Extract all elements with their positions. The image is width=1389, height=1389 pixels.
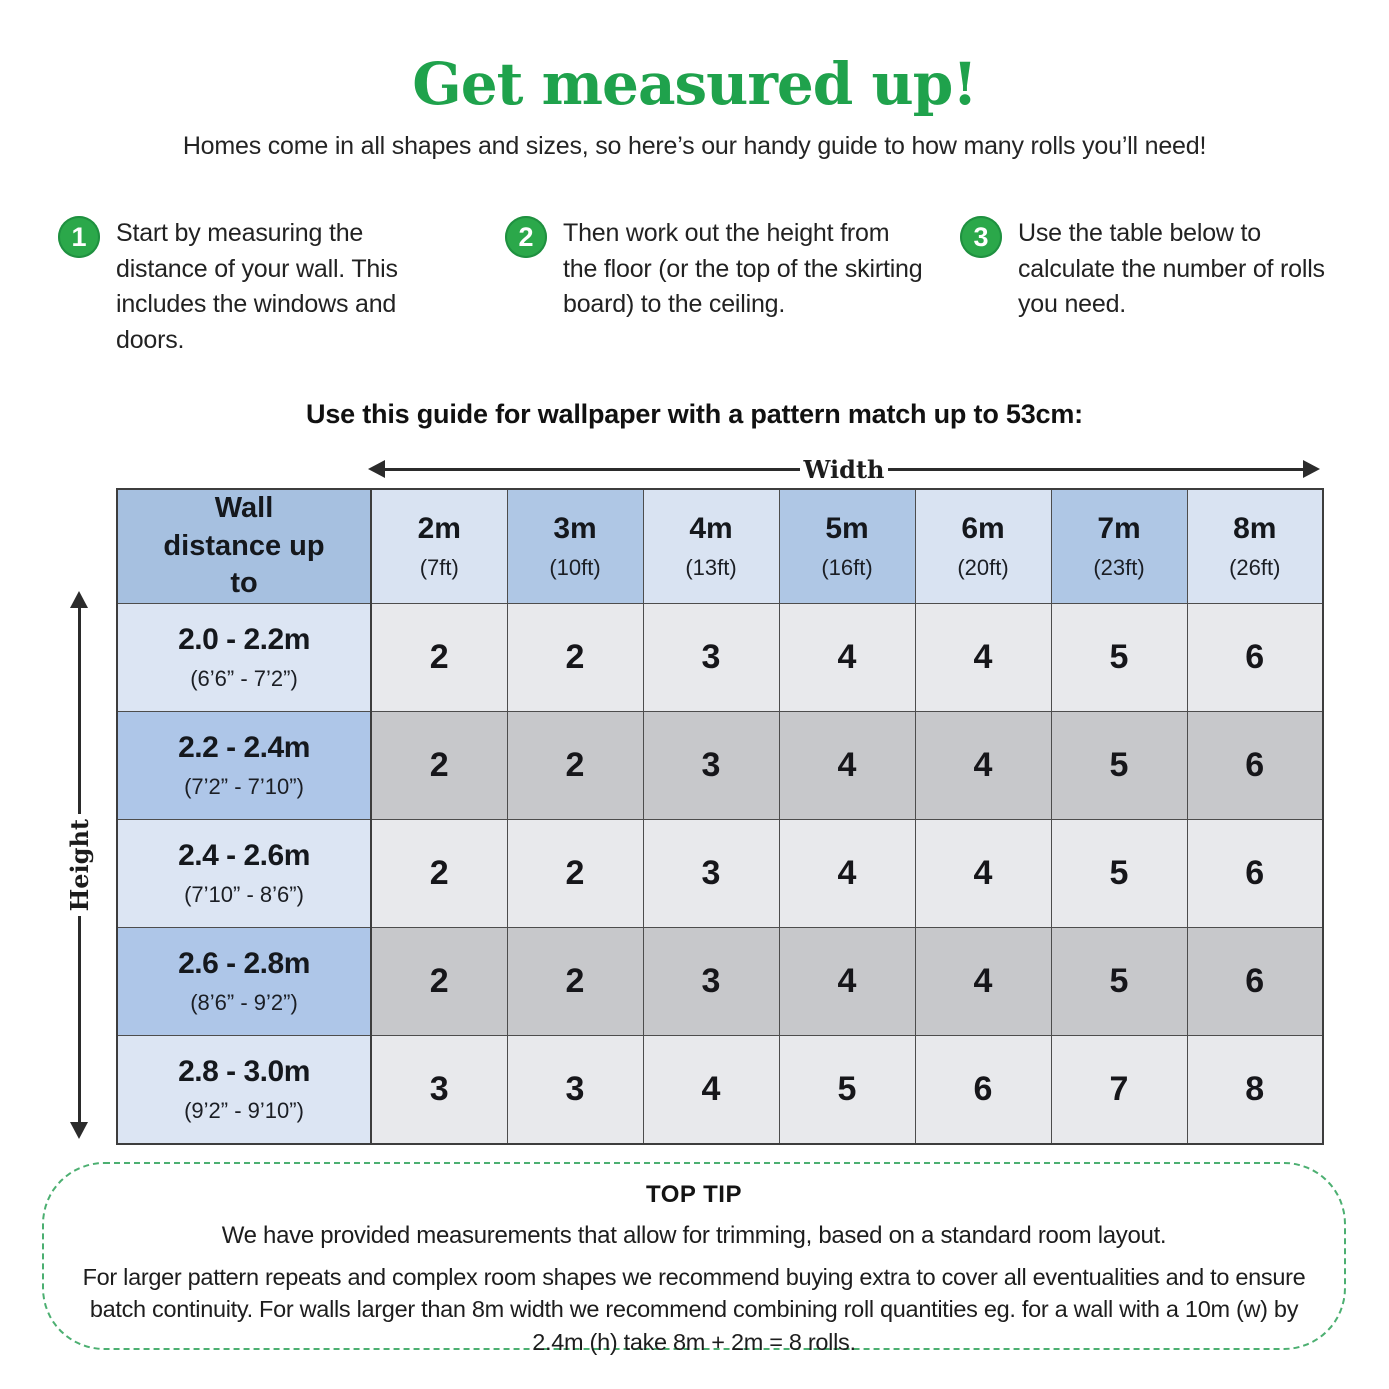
column-feet: (13ft) — [685, 555, 737, 581]
column-size: 6m — [961, 512, 1005, 546]
table-header-row — [117, 489, 1323, 604]
cell-value: 5 — [1051, 712, 1187, 820]
cell-value: 5 — [779, 1036, 915, 1144]
cell-value: 4 — [915, 712, 1051, 820]
column-header-6m — [915, 489, 1051, 604]
column-feet: (16ft) — [821, 555, 873, 581]
cell-value: 4 — [915, 604, 1051, 712]
column-header-2m — [371, 489, 507, 604]
row-range: 2.8 - 3.0m — [178, 1054, 310, 1088]
column-header-4m — [643, 489, 779, 604]
cell-value: 2 — [507, 928, 643, 1036]
cell-value: 3 — [643, 712, 779, 820]
row-feet: (7’2” - 7’10”) — [184, 774, 304, 800]
row-range: 2.0 - 2.2m — [178, 623, 310, 657]
column-size: 2m — [417, 512, 461, 546]
width-axis-arrow — [368, 456, 1320, 482]
cell-value: 4 — [779, 928, 915, 1036]
top-tip-line1: We have provided measurements that allow for trimming, based on a standard room layout. — [221, 1222, 1167, 1249]
cell-value: 4 — [779, 712, 915, 820]
cell-value: 2 — [371, 712, 507, 820]
top-tip-box — [42, 1162, 1346, 1355]
arrow-down-icon — [70, 1122, 88, 1139]
step-2-text: Then work out the height from the floor (or the top of the skirting board) to the ceiling. — [563, 219, 923, 318]
cell-value: 8 — [1187, 1036, 1323, 1144]
row-header — [117, 604, 371, 712]
cell-value: 3 — [643, 820, 779, 928]
cell-value: 2 — [371, 820, 507, 928]
row-feet: (8’6” - 9’2”) — [190, 990, 298, 1016]
table-row — [117, 604, 1323, 712]
cell-value: 4 — [643, 1036, 779, 1144]
cell-value: 5 — [1051, 820, 1187, 928]
cell-value: 7 — [1051, 1036, 1187, 1144]
column-size: 8m — [1233, 512, 1277, 546]
rolls-table-wrapper — [116, 488, 1324, 1145]
top-tip-title: TOP TIP — [646, 1181, 742, 1208]
step-2-badge — [505, 216, 547, 258]
arrow-line — [78, 916, 81, 1122]
height-axis-label: Height — [64, 818, 94, 912]
rolls-table — [116, 488, 1324, 1145]
row-range: 2.6 - 2.8m — [178, 947, 310, 981]
row-header — [117, 820, 371, 928]
step-2-number: 2 — [518, 221, 534, 252]
column-size: 7m — [1097, 512, 1141, 546]
cell-value: 6 — [1187, 820, 1323, 928]
cell-value: 2 — [507, 712, 643, 820]
step-3-number: 3 — [973, 221, 989, 252]
cell-value: 6 — [1187, 928, 1323, 1036]
column-header-3m — [507, 489, 643, 604]
top-tip-line2: For larger pattern repeats and complex room shapes we recommend buying extra to cover all eventualities and to ensure batch continuity. For walls larger than 8m width we recommend combining roll quantities eg. for a wall with a 10m (w) by 2.4m (h) take 8m + 2m = 8 rolls. — [82, 1264, 1306, 1355]
table-corner-header: Wall distance up to — [117, 489, 371, 604]
column-feet: (10ft) — [549, 555, 601, 581]
cell-value: 2 — [371, 604, 507, 712]
cell-value: 4 — [915, 820, 1051, 928]
cell-value: 2 — [371, 928, 507, 1036]
cell-value: 3 — [507, 1036, 643, 1144]
cell-value: 3 — [643, 604, 779, 712]
column-header-7m — [1051, 489, 1187, 604]
step-3-text: Use the table below to calculate the number of rolls you need. — [1018, 219, 1325, 318]
column-header-5m — [779, 489, 915, 604]
page-title: Get measured up! — [412, 50, 977, 118]
arrow-left-icon — [368, 460, 385, 478]
table-row — [117, 712, 1323, 820]
column-feet: (26ft) — [1229, 555, 1281, 581]
cell-value: 6 — [1187, 604, 1323, 712]
page-subtitle: Homes come in all shapes and sizes, so here’s our handy guide to how many rolls you’ll need! — [182, 132, 1207, 160]
step-1-text: Start by measuring the distance of your wall. This includes the windows and doors. — [116, 219, 398, 354]
step-2 — [505, 216, 923, 323]
row-range: 2.4 - 2.6m — [178, 839, 310, 873]
column-feet: (20ft) — [957, 555, 1009, 581]
cell-value: 4 — [779, 820, 915, 928]
table-row — [117, 928, 1323, 1036]
height-axis-arrow — [61, 591, 97, 1139]
column-size: 5m — [825, 512, 869, 546]
column-feet: (23ft) — [1093, 555, 1145, 581]
cell-value: 5 — [1051, 604, 1187, 712]
cell-value: 6 — [1187, 712, 1323, 820]
arrow-right-icon — [1303, 460, 1320, 478]
step-1 — [58, 216, 461, 358]
row-header — [117, 1036, 371, 1144]
row-feet: (9’2” - 9’10”) — [184, 1097, 304, 1123]
step-1-number: 1 — [71, 221, 87, 252]
column-size: 4m — [689, 512, 733, 546]
cell-value: 3 — [643, 928, 779, 1036]
step-3 — [960, 216, 1333, 323]
row-feet: (6’6” - 7’2”) — [190, 666, 298, 692]
cell-value: 2 — [507, 604, 643, 712]
cell-value: 3 — [371, 1036, 507, 1144]
arrow-line — [78, 608, 81, 814]
width-axis-label: Width — [803, 454, 885, 484]
row-range: 2.2 - 2.4m — [178, 731, 310, 765]
table-row — [117, 820, 1323, 928]
cell-value: 6 — [915, 1036, 1051, 1144]
table-row — [117, 1036, 1323, 1144]
row-header — [117, 712, 371, 820]
step-3-badge — [960, 216, 1002, 258]
row-header — [117, 928, 371, 1036]
column-feet: (7ft) — [419, 555, 459, 581]
cell-value: 5 — [1051, 928, 1187, 1036]
arrow-line — [888, 468, 1303, 471]
row-feet: (7’10” - 8’6”) — [184, 882, 304, 908]
arrow-up-icon — [70, 591, 88, 608]
arrow-line — [385, 468, 800, 471]
cell-value: 2 — [507, 820, 643, 928]
cell-value: 4 — [915, 928, 1051, 1036]
guide-heading: Use this guide for wallpaper with a pattern match up to 53cm: — [306, 399, 1083, 429]
column-header-8m — [1187, 489, 1323, 604]
step-1-badge — [58, 216, 100, 258]
cell-value: 4 — [779, 604, 915, 712]
column-size: 3m — [553, 512, 597, 546]
